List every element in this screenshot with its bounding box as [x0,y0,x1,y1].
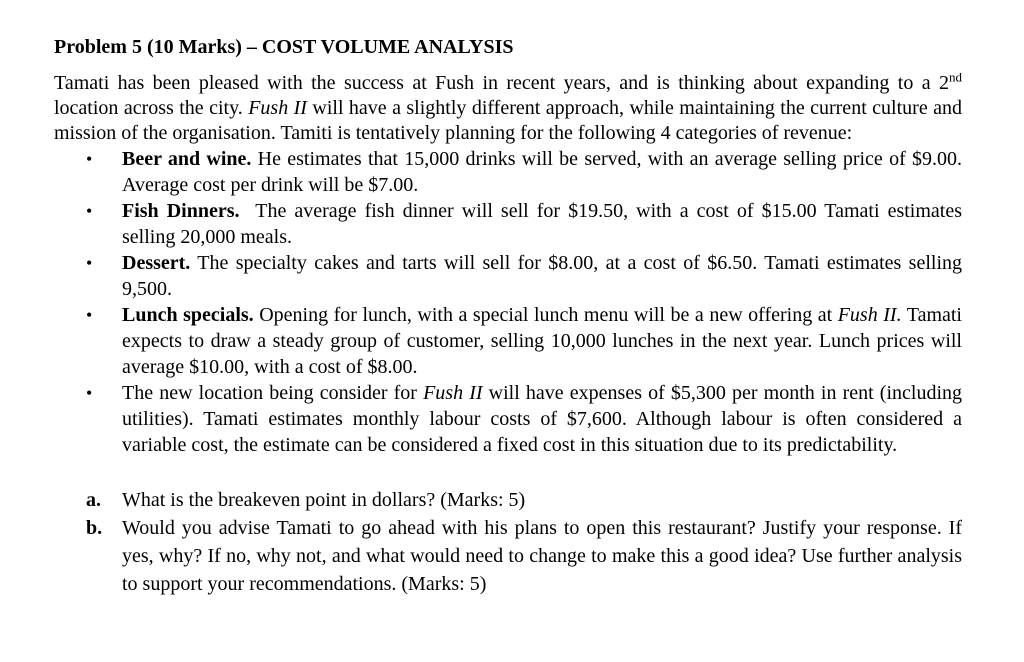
location-italic-fush-ii: Fush II [423,382,483,404]
document-page [54,34,967,598]
intro-paragraph [54,71,962,146]
bullet-dessert [54,250,962,302]
dessert-text: The specialty cakes and tarts will sell for $8.00, at a cost of $6.50. Tamati estimates selling 9,500. [122,252,962,300]
intro-superscript: nd [949,69,962,85]
revenue-categories-list [54,146,967,458]
lunch-text-1: Opening for lunch, with a special lunch menu will be a new offering at [253,304,838,326]
beer-text: He estimates that 15,000 drinks will be served, with an average selling price of $9.00. Average cost per drink will be $7.00. [122,148,962,196]
bullet-icon: • [86,305,93,325]
beer-label: Beer and wine. [122,148,252,170]
location-text-2: will have expenses of $5,300 per month in rent (including utilities). Tamati estimates monthly labour costs of $7,600. Although labour is often considered a variable cost, the estimate can be considered a fixed cost in this situation due to its predictability. [122,382,963,456]
questions-list [54,486,962,598]
intro-text-3: will have a slightly different approach, while maintaining the current culture and mission of the organisation. Tamiti is tentatively planning for the following 4 categories of revenue: [54,97,962,144]
question-a [54,486,962,514]
lunch-text-2: Tamati expects to draw a steady group of customer, selling 10,000 lunches in the next year. Lunch prices will average $10.00, with a cost of $8.00. [122,304,962,378]
question-b-letter: b. [86,517,103,539]
lunch-italic-fush-ii: Fush II. [837,304,902,326]
fish-label: Fish Dinners. [122,200,240,222]
bullet-beer-and-wine [54,146,962,198]
bullet-fish-dinners [54,198,967,250]
intro-italic-fush-ii: Fush II [248,97,307,119]
bullet-icon: • [86,201,93,221]
bullet-icon: • [86,253,93,273]
question-a-text: What is the breakeven point in dollars? (Marks: 5) [122,489,526,511]
question-b-text: Would you advise Tamati to go ahead with his plans to open this restaurant? Justify your response. If yes, why? If no, why not, and what would need to change to make this a good idea? Use further analysis to support your recommendations. (Marks: 5) [122,517,962,595]
bullet-lunch-specials [54,302,962,380]
dessert-label: Dessert. [122,252,191,274]
intro-text-2: location across the city. [54,97,249,119]
fish-text: The average fish dinner will sell for $19.50, with a cost of $15.00 Tamati estimates selling 20,000 meals. [122,200,967,248]
intro-text-1: Tamati has been pleased with the success at Fush in recent years, and is thinking about expanding to a 2 [54,72,949,94]
bullet-icon: • [86,383,93,403]
question-b [54,514,962,598]
bullet-location-expenses [54,380,962,458]
problem-heading: Problem 5 (10 Marks) – COST VOLUME ANALYSIS [54,36,514,58]
lunch-label: Lunch specials. [122,304,254,326]
bullet-icon: • [86,149,93,169]
location-text-1: The new location being consider for [122,382,424,404]
question-a-letter: a. [86,489,101,511]
